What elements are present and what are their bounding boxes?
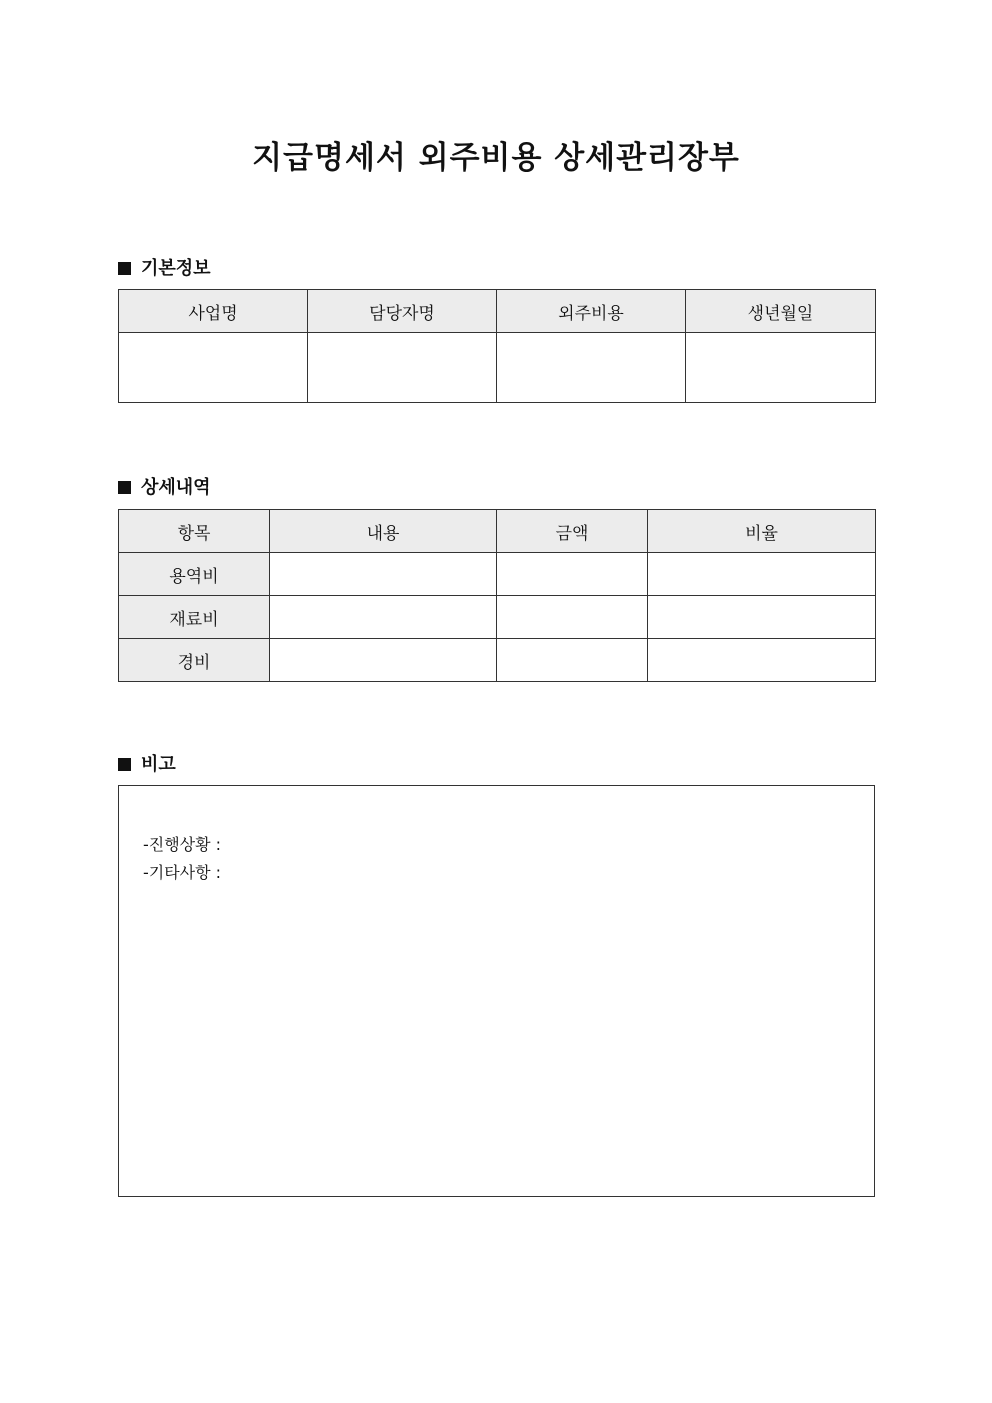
remark-progress: -진행상황 : [143,835,222,854]
cell-outsourcing-cost[interactable] [497,333,686,403]
header-cell-content: 내용 [270,510,497,553]
details-table [118,509,876,682]
cell-amount[interactable] [497,596,648,639]
table-header-row [119,290,876,333]
header-cell-ratio: 비율 [648,510,876,553]
cell-amount[interactable] [497,639,648,682]
table-row [119,553,876,596]
row-label-service-cost: 용역비 [119,553,270,596]
remark-other: -기타사항 : [143,863,222,882]
section-heading-label: 상세내역 [141,477,211,498]
header-cell-project-name: 사업명 [119,290,308,333]
section-heading-remarks [118,750,176,776]
remarks-box[interactable] [118,785,875,1197]
section-heading-label: 비고 [141,754,176,775]
table-row [119,596,876,639]
header-cell-amount: 금액 [497,510,648,553]
square-bullet-icon [118,758,131,771]
cell-manager-name[interactable] [308,333,497,403]
row-label-material-cost: 재료비 [119,596,270,639]
section-heading-details [118,473,211,499]
basic-info-table [118,289,876,403]
header-cell-birth-date: 생년월일 [686,290,876,333]
cell-project-name[interactable] [119,333,308,403]
cell-ratio[interactable] [648,553,876,596]
cell-amount[interactable] [497,553,648,596]
header-cell-item: 항목 [119,510,270,553]
section-heading-label: 기본정보 [141,258,211,279]
table-row [119,639,876,682]
table-header-row [119,510,876,553]
table-row [119,333,876,403]
section-heading-basic-info [118,254,211,280]
cell-content[interactable] [270,553,497,596]
page-title: 지급명세서 외주비용 상세관리장부 [252,140,740,176]
cell-birth-date[interactable] [686,333,876,403]
square-bullet-icon [118,262,131,275]
cell-ratio[interactable] [648,596,876,639]
header-cell-outsourcing-cost: 외주비용 [497,290,686,333]
header-cell-manager-name: 담당자명 [308,290,497,333]
cell-content[interactable] [270,639,497,682]
square-bullet-icon [118,481,131,494]
cell-ratio[interactable] [648,639,876,682]
cell-content[interactable] [270,596,497,639]
row-label-expenses: 경비 [119,639,270,682]
